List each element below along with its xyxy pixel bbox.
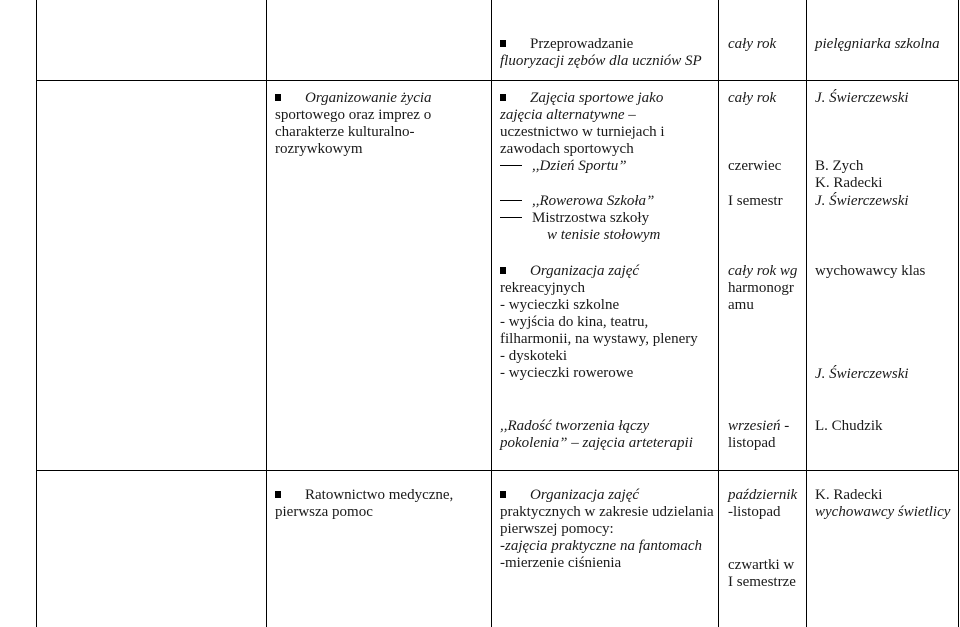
bullet-icon xyxy=(500,267,506,274)
person-cell: pielęgniarka szkolna xyxy=(815,36,940,52)
activity-cell: Przeprowadzanie fluoryzacji zębów dla uczniów SP xyxy=(500,36,702,69)
person-cell: K. Radecki wychowawcy świetlicy xyxy=(815,487,951,520)
table-border-right xyxy=(958,0,959,627)
dash-icon xyxy=(500,200,522,201)
dash-icon xyxy=(500,165,522,166)
column-divider xyxy=(266,0,267,627)
row-divider xyxy=(36,80,959,81)
activity-cell: ,,Radość tworzenia łączy pokolenia” – zajęcia arteterapii xyxy=(500,418,693,451)
bullet-icon xyxy=(500,40,506,47)
table-border-left xyxy=(36,0,37,627)
row-divider xyxy=(36,470,959,471)
area-cell: Organizowanie życia sportowego oraz imprez o charakterze kulturalno- rozrywkowym xyxy=(275,90,432,157)
column-divider xyxy=(491,0,492,627)
bullet-icon xyxy=(275,94,281,101)
term-cell: czerwiec xyxy=(728,158,782,174)
term-cell: cały rok wg harmonogr amu xyxy=(728,263,798,313)
person-cell: wychowawcy klas xyxy=(815,263,926,279)
term-cell: cały rok xyxy=(728,90,777,106)
column-divider xyxy=(806,0,807,627)
person-cell: L. Chudzik xyxy=(815,418,883,434)
term-cell: wrzesień - listopad xyxy=(728,418,790,451)
bullet-icon xyxy=(275,491,281,498)
activity-cell: Organizacja zajęć praktycznych w zakresie udzielania pierwszej pomocy: -zajęcia praktyczne na fantomach -mierzenie ciśnienia xyxy=(500,487,714,571)
person-cell: J. Świerczewski xyxy=(815,366,909,382)
person-cell: J. Świerczewski xyxy=(815,90,909,106)
person-cell: J. Świerczewski xyxy=(815,193,909,209)
activity-cell: Zajęcia sportowe jako zajęcia alternatywne – uczestnictwo w turniejach i zawodach sportowych ,,Dzień Sportu” ,,Rowerowa Szkoła” Mistrzostwa szkoły w tenisie stołowym xyxy=(500,90,665,243)
column-divider xyxy=(718,0,719,627)
term-cell: I semestr xyxy=(728,193,783,209)
area-cell: Ratownictwo medyczne, pierwsza pomoc xyxy=(275,487,454,520)
person-cell: B. Zych K. Radecki xyxy=(815,158,883,191)
term-cell: czwartki w I semestrze xyxy=(728,557,796,590)
term-cell: cały rok xyxy=(728,36,777,52)
bullet-icon xyxy=(500,94,506,101)
activity-cell: Organizacja zajęć rekreacyjnych - wycieczki szkolne - wyjścia do kina, teatru, filharmonii, na wystawy, plenery - dyskoteki - wycieczki rowerowe xyxy=(500,263,698,381)
bullet-icon xyxy=(500,491,506,498)
dash-icon xyxy=(500,217,522,218)
term-cell: październik -listopad xyxy=(728,487,798,520)
